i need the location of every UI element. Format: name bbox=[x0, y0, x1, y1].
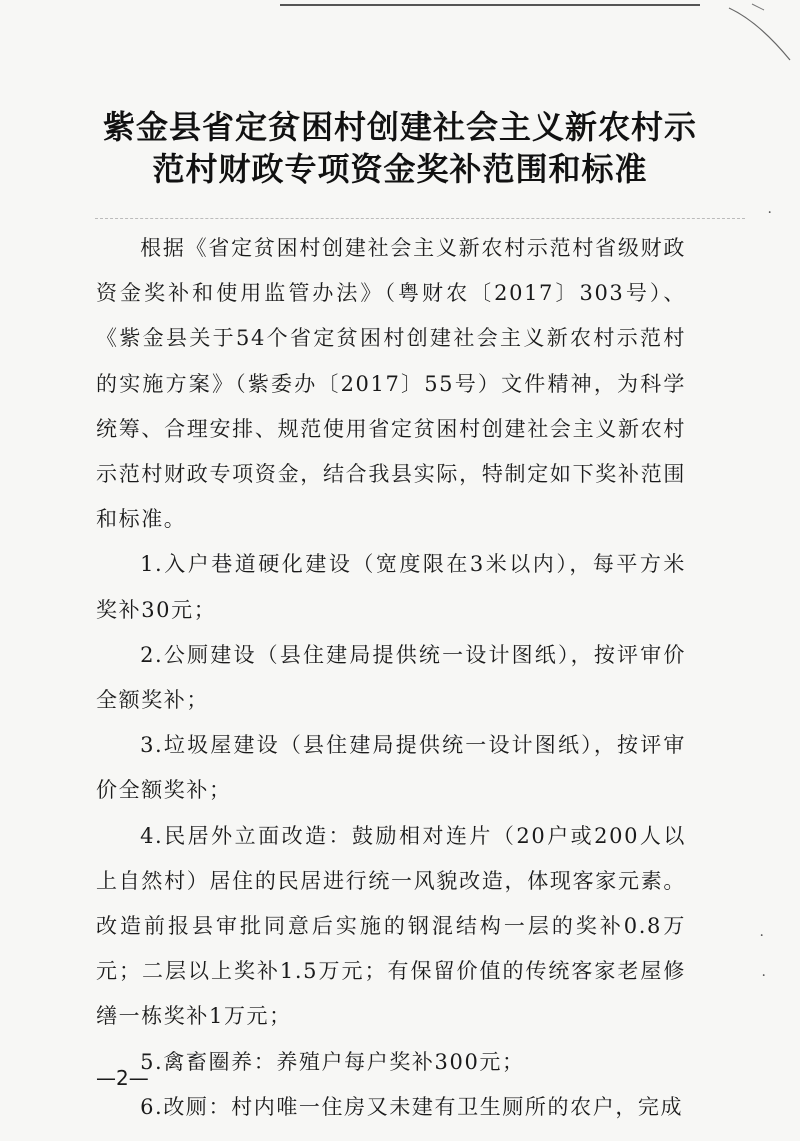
page-number: —2— bbox=[96, 1066, 149, 1090]
scan-speck: · bbox=[759, 928, 764, 944]
divider bbox=[95, 218, 745, 219]
intro-paragraph: 根据《省定贫困村创建社会主义新农村示范村省级财政资金奖补和使用监管办法》（粤财农〔2017〕303号）、《紫金县关于54个省定贫困村创建社会主义新农村示范村的实施方案》（紫委办〔2017〕55号）文件精神，为科学统筹、合理安排、规范使用省定贫困村创建社会主义新农村示范村财政专项资金，结合我县实际，特制定如下奖补范围和标准。 bbox=[96, 236, 686, 532]
item-paragraph: 1.入户巷道硬化建设（宽度限在3米以内），每平方米奖补30元； bbox=[96, 552, 686, 622]
document-body bbox=[96, 226, 686, 1130]
document-title-line-2: 范村财政专项资金奖补范围和标准 bbox=[152, 150, 648, 188]
scan-speck: · bbox=[767, 205, 772, 221]
scan-speck: · bbox=[761, 968, 766, 984]
item-paragraph: 4.民居外立面改造：鼓励相对连片（20户或200人以上自然村）居住的民居进行统一风貌改造，体现客家元素。改造前报县审批同意后实施的钢混结构一层的奖补0.8万元；二层以上奖补1.5万元；有保留价值的传统客家老屋修缮一栋奖补1万元； bbox=[96, 823, 686, 1029]
scan-corner-mark bbox=[724, 0, 794, 70]
scan-edge-line bbox=[280, 4, 700, 6]
document-title-line-1: 紫金县省定贫困村创建社会主义新农村示 bbox=[102, 108, 697, 146]
item-paragraph: 5.禽畜圈养：养殖户每户奖补300元； bbox=[140, 1049, 525, 1074]
item-paragraph: 2.公厕建设（县住建局提供统一设计图纸），按评审价全额奖补； bbox=[96, 642, 686, 713]
item-paragraph: 6.改厕：村内唯一住房又未建有卫生厕所的农户，完成 bbox=[140, 1094, 684, 1119]
item-paragraph: 3.垃圾屋建设（县住建局提供统一设计图纸），按评审价全额奖补； bbox=[96, 733, 686, 803]
